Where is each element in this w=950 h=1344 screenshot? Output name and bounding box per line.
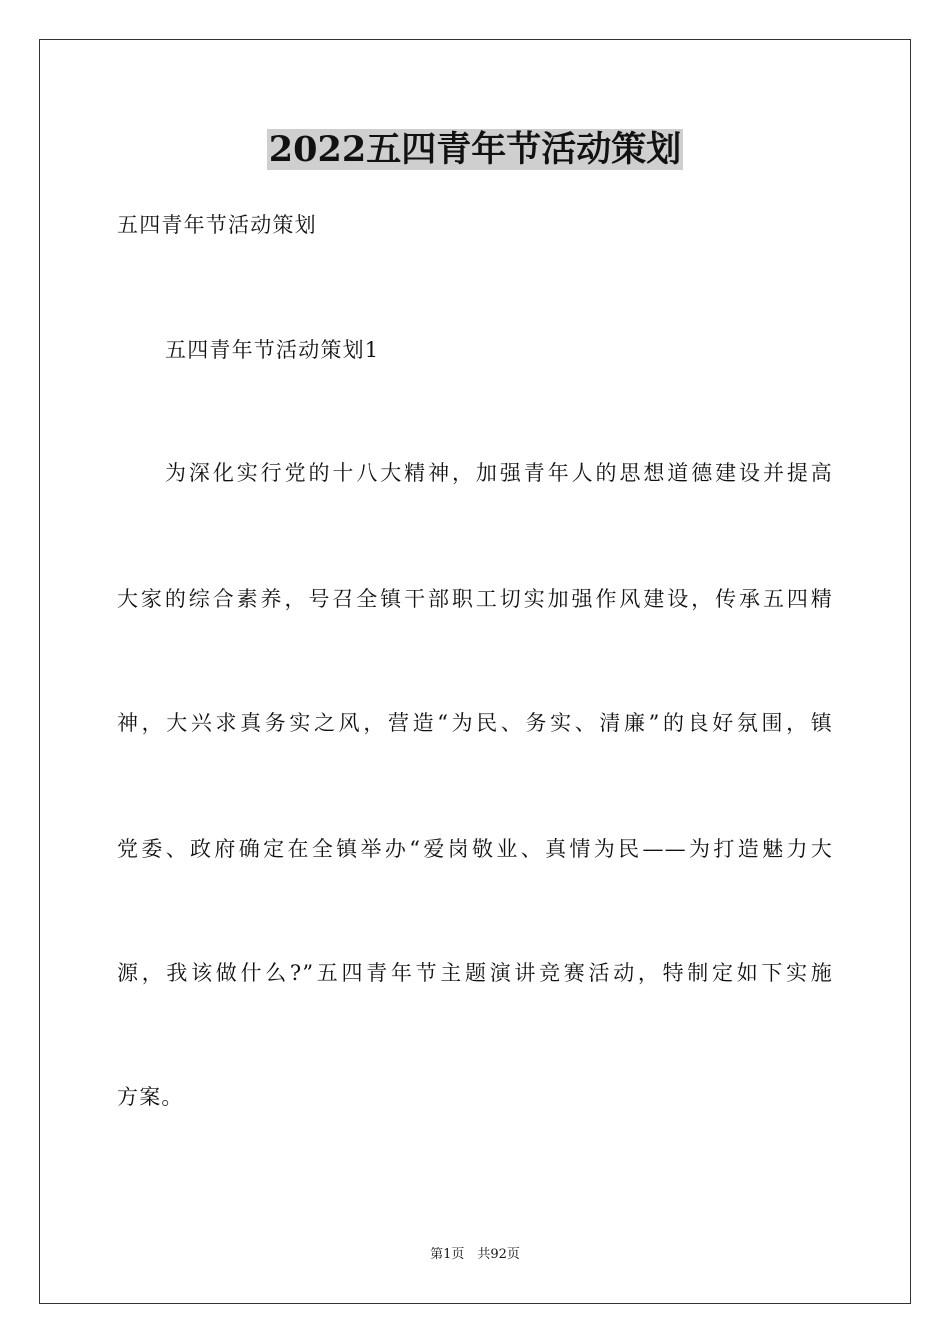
paragraph-line-5: 源，我该做什么?”五四青年节主题演讲竞赛活动，特制定如下实施: [117, 961, 833, 985]
document-subtitle: 五四青年节活动策划: [117, 213, 317, 237]
paragraph-line-3: 神，大兴求真务实之风，营造“为民、务实、清廉”的良好氛围，镇: [117, 711, 833, 735]
paragraph-line-4: 党委、政府确定在全镇举办“爱岗敬业、真情为民——为打造魅力大: [117, 837, 833, 861]
paragraph-line-2: 大家的综合素养，号召全镇干部职工切实加强作风建设，传承五四精: [117, 587, 833, 611]
document-title: [0, 126, 950, 174]
paragraph-line-6: 方案。: [117, 1085, 184, 1109]
page-footer: 第1页 共92页: [430, 1247, 520, 1262]
paragraph-line-1: 为深化实行党的十八大精神，加强青年人的思想道德建设并提高: [165, 461, 833, 485]
document-title-text: 2022五四青年节活动策划: [268, 129, 682, 170]
section-heading: 五四青年节活动策划1: [165, 338, 380, 362]
